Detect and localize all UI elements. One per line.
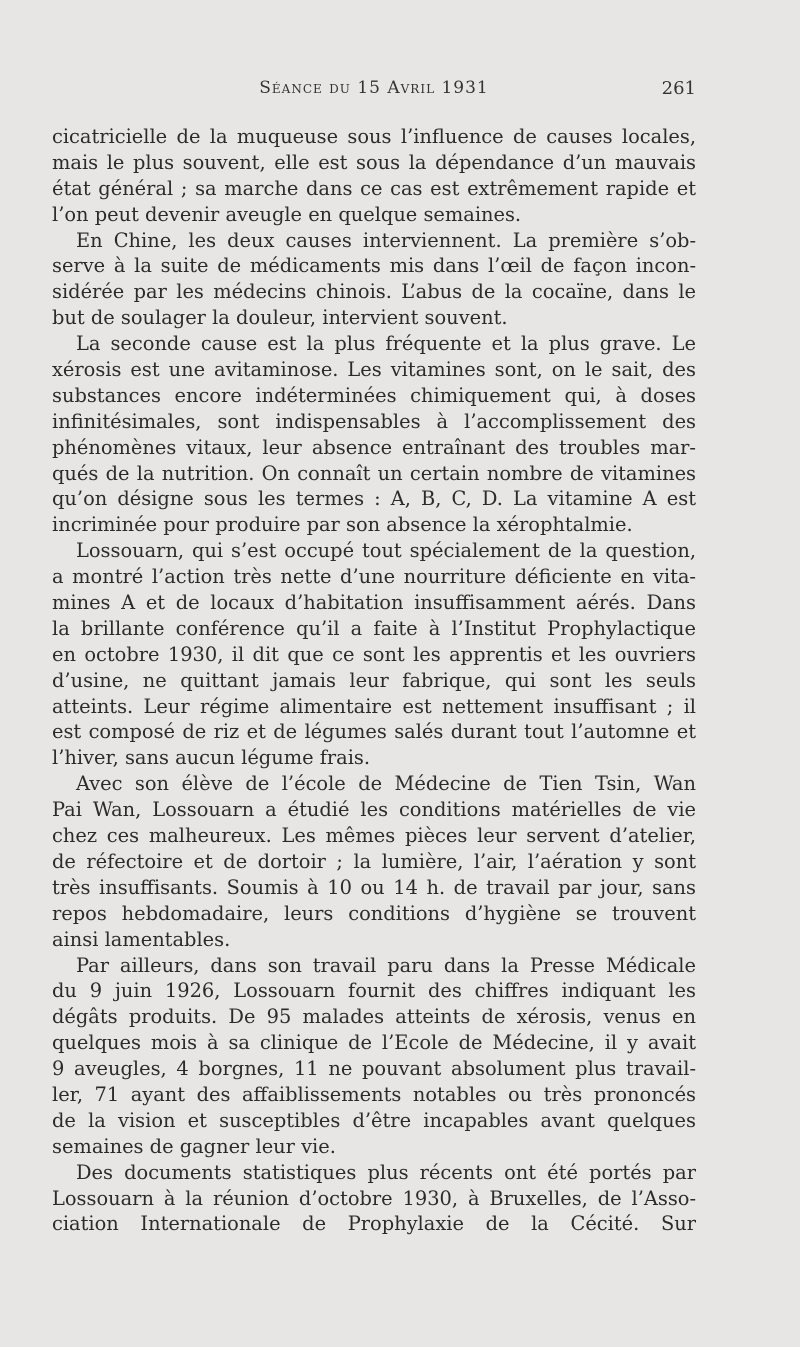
text-line: très insuffisants. Soumis à 10 ou 14 h. de travail par jour, sans	[52, 875, 696, 899]
text-line: ciation Internationale de Prophylaxie de la Cécité. Sur	[52, 1212, 696, 1236]
text-line: substances encore indéterminées chimiquement qui, à doses	[52, 383, 696, 407]
text-line: infinitésimales, sont indispensables à l’accomplissement des	[52, 409, 696, 433]
page-header	[52, 78, 696, 102]
text-line: mines A et de locaux d’habitation insuffisamment aérés. Dans	[52, 591, 696, 615]
text-line: sidérée par les médecins chinois. L’abus de la cocaïne, dans le	[52, 280, 696, 304]
text-line: Pai Wan, Lossouarn a étudié les conditions matérielles de vie	[52, 798, 696, 822]
text-line: repos hebdomadaire, leurs conditions d’hygiène se trouvent	[52, 901, 696, 925]
text-line: but de soulager la douleur, intervient souvent.	[52, 306, 508, 330]
text-line: Par ailleurs, dans son travail paru dans la Presse Médicale	[76, 953, 696, 977]
text-line: Des documents statistiques plus récents ont été portés par	[76, 1160, 696, 1184]
text-line: l’hiver, sans aucun légume frais.	[52, 746, 371, 770]
text-line: Lossouarn à la réunion d’octobre 1930, à Bruxelles, de l’Asso-	[52, 1186, 696, 1210]
text-line: Avec son élève de l’école de Médecine de Tien Tsin, Wan	[76, 772, 696, 796]
text-line: est composé de riz et de légumes salés durant tout l’automne et	[52, 720, 696, 744]
text-line: l’on peut devenir aveugle en quelque semaines.	[52, 202, 522, 226]
text-line: incriminée pour produire par son absence la xérophtalmie.	[52, 513, 633, 537]
text-line: de réfectoire et de dortoir ; la lumière, l’air, l’aération y sont	[52, 849, 696, 873]
text-line: de la vision et susceptibles d’être incapables avant quelques	[52, 1108, 696, 1132]
text-line: la brillante conférence qu’il a faite à l’Institut Prophylactique	[52, 616, 696, 640]
text-line: en octobre 1930, il dit que ce sont les apprentis et les ouvriers	[52, 642, 696, 666]
text-line: dégâts produits. De 95 malades atteints de xérosis, venus en	[52, 1005, 696, 1029]
text-line: phénomènes vitaux, leur absence entraînant des troubles mar-	[52, 435, 696, 459]
text-line: xérosis est une avitaminose. Les vitamines sont, on le sait, des	[52, 358, 696, 382]
text-line: qués de la nutrition. On connaît un certain nombre de vitamines	[52, 461, 696, 485]
text-line: mais le plus souvent, elle est sous la dépendance d’un mauvais	[52, 150, 696, 174]
text-line: ainsi lamentables.	[52, 927, 231, 951]
body-text	[52, 124, 696, 1237]
text-line: état général ; sa marche dans ce cas est extrêmement rapide et	[52, 176, 696, 200]
running-title: Séance du 15 Avril 1931	[259, 78, 489, 98]
text-line: serve à la suite de médicaments mis dans l’œil de façon incon-	[52, 254, 696, 278]
text-line: Lossouarn, qui s’est occupé tout spécialement de la question,	[76, 539, 696, 563]
text-line: d’usine, ne quittant jamais leur fabrique, qui sont les seuls	[52, 668, 696, 692]
text-line: qu’on désigne sous les termes : A, B, C, D. La vitamine A est	[52, 487, 696, 511]
text-line: quelques mois à sa clinique de l’Ecole de Médecine, il y avait	[52, 1031, 696, 1055]
page-number: 261	[661, 78, 696, 99]
text-line: chez ces malheureux. Les mêmes pièces leur servent d’atelier,	[52, 824, 696, 848]
text-line: du 9 juin 1926, Lossouarn fournit des chiffres indiquant les	[52, 979, 696, 1003]
text-line: semaines de gagner leur vie.	[52, 1134, 336, 1158]
text-line: ler, 71 ayant des affaiblissements notables ou très prononcés	[52, 1082, 696, 1106]
text-line: La seconde cause est la plus fréquente et la plus grave. Le	[76, 332, 696, 356]
text-line: En Chine, les deux causes interviennent. La première s’ob-	[76, 228, 696, 252]
text-line: a montré l’action très nette d’une nourriture déficiente en vita-	[52, 565, 696, 589]
text-line: cicatricielle de la muqueuse sous l’influence de causes locales,	[52, 125, 696, 148]
text-line: atteints. Leur régime alimentaire est nettement insuffisant ; il	[52, 694, 696, 718]
text-line: 9 aveugles, 4 borgnes, 11 ne pouvant absolument plus travail-	[52, 1057, 696, 1081]
